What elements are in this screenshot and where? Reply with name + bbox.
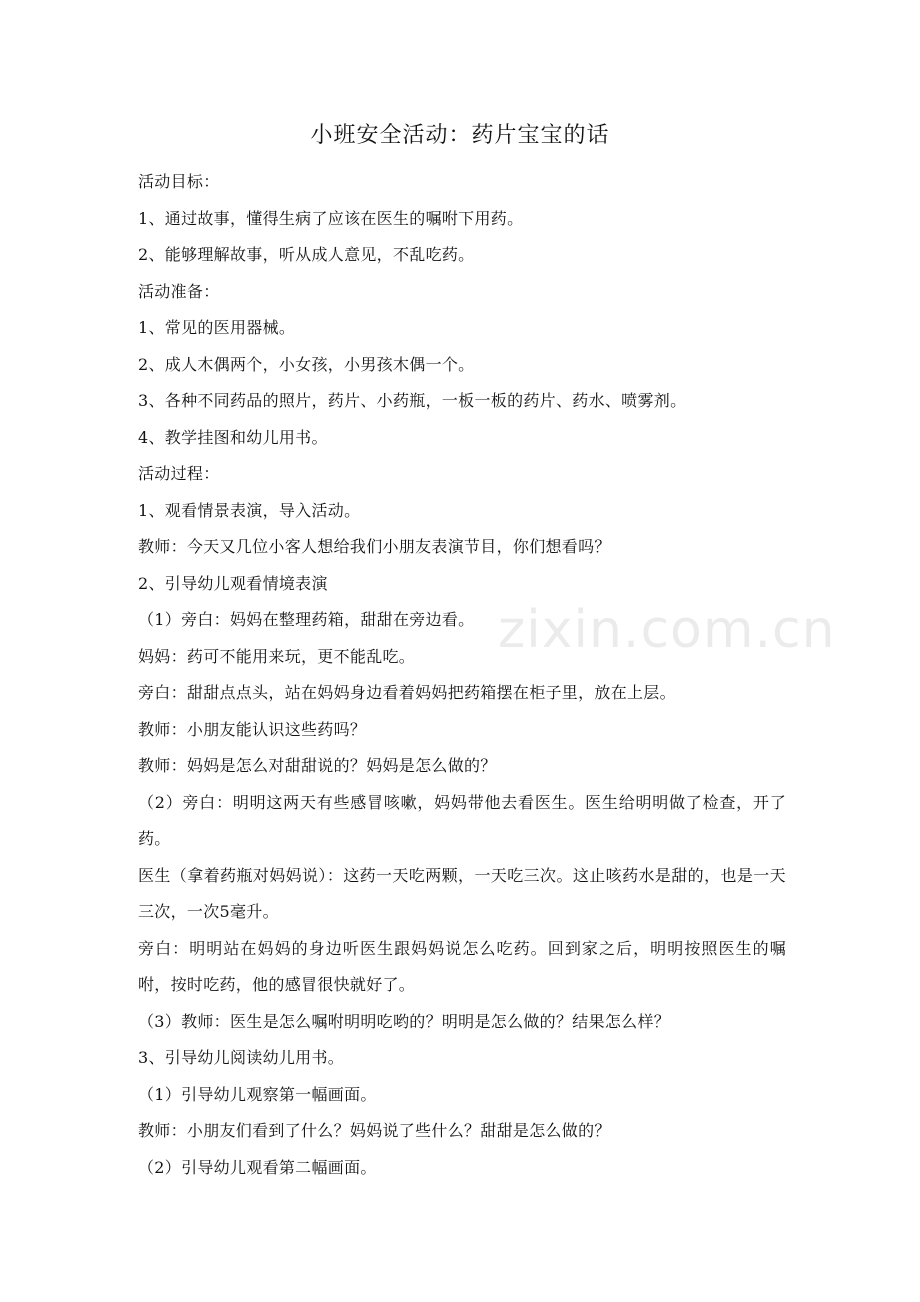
section-heading-process: 活动过程：	[138, 464, 220, 483]
paragraph: （2）引导幼儿观看第二幅画面。	[138, 1157, 377, 1177]
paragraph: 2、引导幼儿观看情境表演	[138, 573, 328, 593]
paragraph: 2、能够理解故事，听从成人意见，不乱吃药。	[138, 245, 475, 264]
paragraph: （1）引导幼儿观察第一幅画面。	[138, 1084, 377, 1104]
paragraph: 3、各种不同药品的照片，药片、小药瓶，一板一板的药片、药水、喷雾剂。	[138, 391, 687, 410]
paragraph: 医生（拿着药瓶对妈妈说）：这药一天吃两颗，一天吃三次。这止咳药水是甜的，也是一天三次，一次5毫升。	[138, 865, 786, 921]
document-body	[138, 164, 786, 1186]
paragraph: 4、教学挂图和幼儿用书。	[138, 427, 328, 447]
paragraph: 旁白：明明站在妈妈的身边听医生跟妈妈说怎么吃药。回到家之后，明明按照医生的嘱咐，按时吃药，他的感冒很快就好了。	[138, 938, 786, 994]
paragraph: 3、引导幼儿阅读幼儿用书。	[138, 1048, 345, 1067]
paragraph: 教师：小朋友们看到了什么？妈妈说了些什么？甜甜是怎么做的？	[138, 1121, 611, 1140]
watermark: zixin.com.cn	[498, 600, 836, 660]
paragraph: 2、成人木偶两个，小女孩，小男孩木偶一个。	[138, 354, 475, 374]
paragraph: 1、通过故事，懂得生病了应该在医生的嘱咐下用药。	[138, 208, 524, 228]
paragraph: 妈妈：药可不能用来玩，更不能乱吃。	[138, 646, 416, 666]
paragraph: 教师：小朋友能认识这些药吗？	[138, 719, 367, 739]
paragraph: 1、常见的医用器械。	[138, 318, 296, 337]
document-title: 小班安全活动：药片宝宝的话	[310, 123, 610, 148]
paragraph: （1）旁白：妈妈在整理药箱，甜甜在旁边看。	[138, 610, 475, 629]
paragraph: 旁白：甜甜点点头，站在妈妈身边看着妈妈把药箱摆在柜子里，放在上层。	[138, 683, 676, 702]
section-heading-preparation: 活动准备：	[138, 281, 220, 301]
section-heading-goals: 活动目标：	[138, 172, 220, 191]
paragraph: （3）教师：医生是怎么嘱咐明明吃哟的？明明是怎么做的？结果怎么样？	[138, 1011, 671, 1031]
paragraph: 教师：今天又几位小客人想给我们小朋友表演节目，你们想看吗？	[138, 537, 611, 556]
paragraph: （2）旁白：明明这两天有些感冒咳嗽，妈妈带他去看医生。医生给明明做了检查，开了药。	[138, 792, 786, 848]
paragraph: 1、观看情景表演，导入活动。	[138, 500, 361, 520]
paragraph: 教师：妈妈是怎么对甜甜说的？妈妈是怎么做的？	[138, 756, 497, 775]
